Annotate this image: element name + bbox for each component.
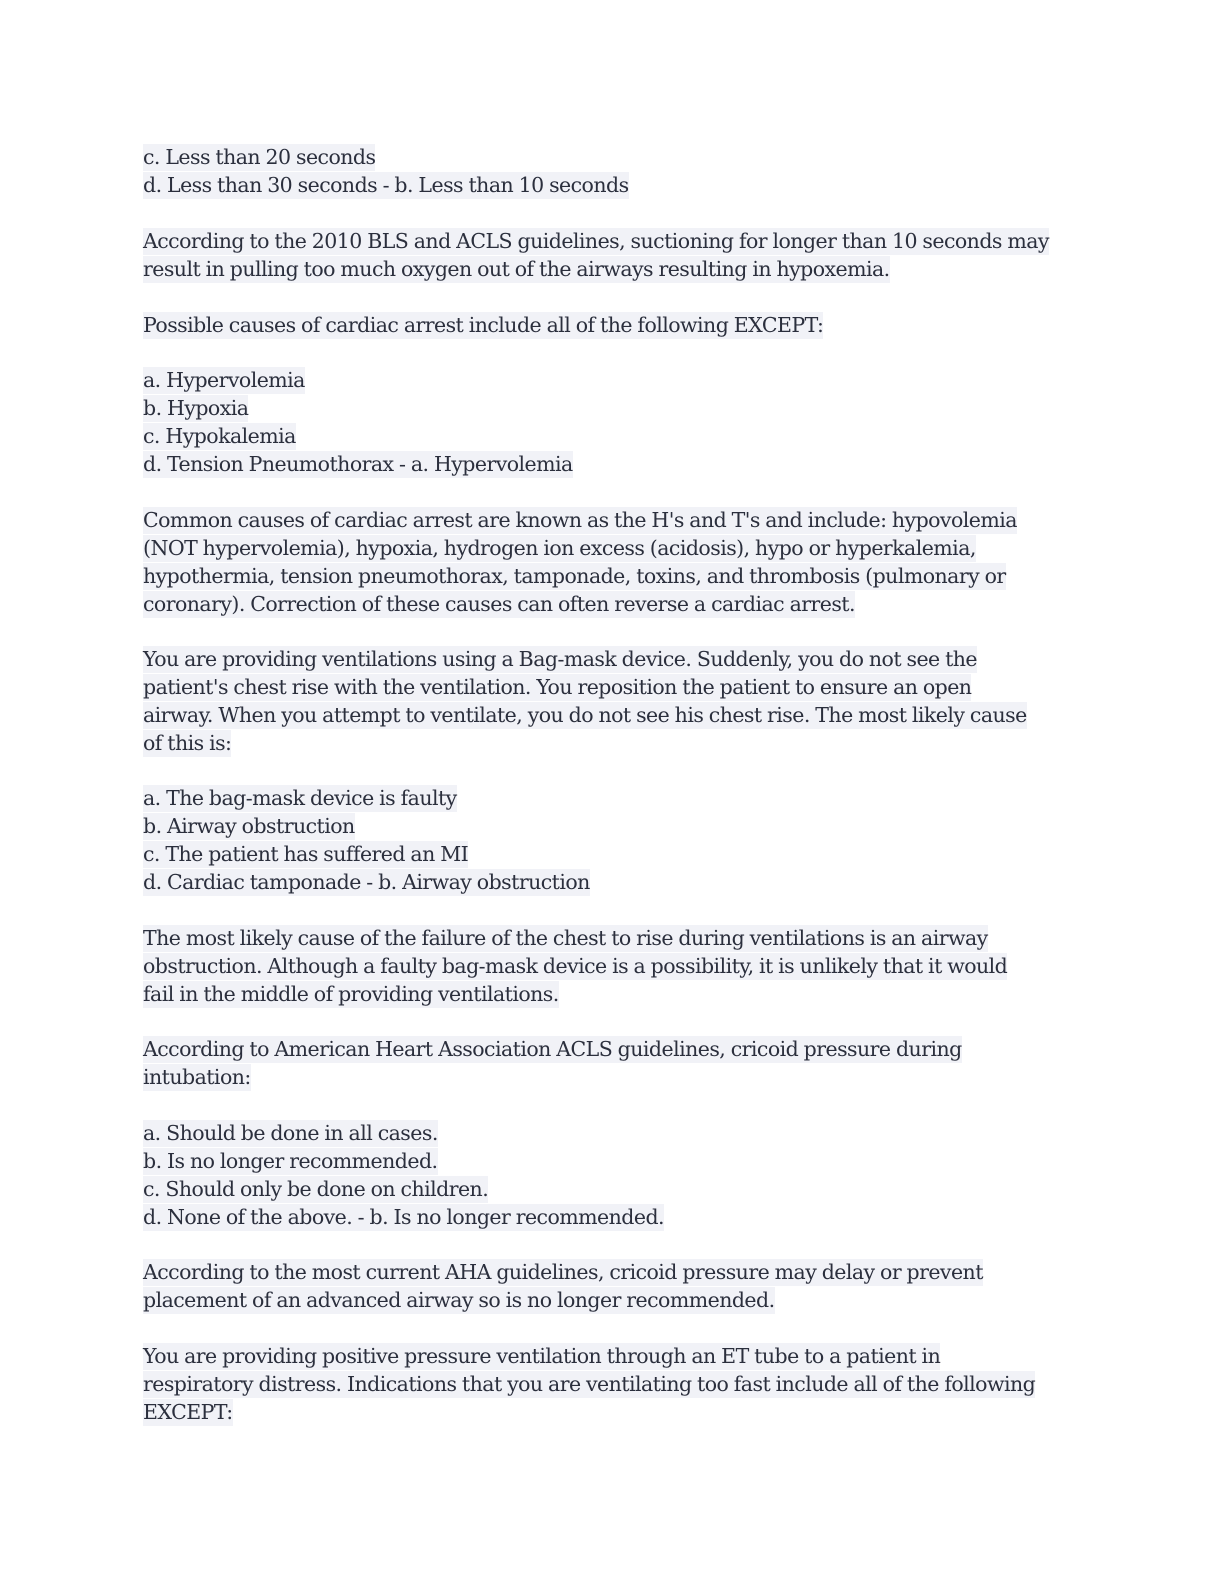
text-line xyxy=(143,227,1049,255)
line-text: c. The patient has suffered an MI xyxy=(143,842,469,866)
line-text: a. Should be done in all cases. xyxy=(143,1121,438,1145)
line-text: c. Should only be done on children. xyxy=(143,1177,489,1201)
line-text: of this is: xyxy=(143,731,232,755)
line-text: According to American Heart Association ACLS guidelines, cricoid pressure during xyxy=(143,1037,962,1061)
text-line xyxy=(143,1147,438,1175)
text-line xyxy=(143,1063,251,1091)
text-line xyxy=(143,980,559,1008)
line-text: hypothermia, tension pneumothorax, tamponade, toxins, and thrombosis (pulmonary or xyxy=(143,564,1006,588)
line-text: d. Less than 30 seconds - b. Less than 10 seconds xyxy=(143,173,629,197)
line-text: placement of an advanced airway so is no longer recommended. xyxy=(143,1288,775,1312)
text-line xyxy=(143,422,296,450)
text-line xyxy=(143,1286,775,1314)
line-text: respiratory distress. Indications that you are ventilating too fast include all of the following xyxy=(143,1372,1036,1396)
text-line xyxy=(143,1258,983,1286)
text-line xyxy=(143,562,1006,590)
line-text: You are providing positive pressure ventilation through an ET tube to a patient in xyxy=(143,1344,941,1368)
text-line xyxy=(143,812,355,840)
text-line xyxy=(143,729,231,757)
text-line xyxy=(143,1119,438,1147)
text-line xyxy=(143,255,890,283)
text-line xyxy=(143,143,375,171)
text-line xyxy=(143,590,855,618)
text-line xyxy=(143,366,305,394)
line-text: a. Hypervolemia xyxy=(143,368,305,392)
line-text: Common causes of cardiac arrest are known as the H's and T's and include: hypovolemia xyxy=(143,508,1017,532)
text-line xyxy=(143,534,976,562)
line-text: airway. When you attempt to ventilate, you do not see his chest rise. The most likely cause xyxy=(143,703,1027,727)
line-text: fail in the middle of providing ventilations. xyxy=(143,982,559,1006)
line-text: result in pulling too much oxygen out of the airways resulting in hypoxemia. xyxy=(143,257,890,281)
line-text: The most likely cause of the failure of the chest to rise during ventilations is an airway xyxy=(143,926,988,950)
line-text: patient's chest rise with the ventilation. You reposition the patient to ensure an open xyxy=(143,675,972,699)
line-text: intubation: xyxy=(143,1065,251,1089)
line-text: Possible causes of cardiac arrest include all of the following EXCEPT: xyxy=(143,313,824,337)
text-line xyxy=(143,645,977,673)
line-text: b. Is no longer recommended. xyxy=(143,1149,438,1173)
line-text: d. Cardiac tamponade - b. Airway obstruction xyxy=(143,870,590,894)
text-line xyxy=(143,1175,488,1203)
text-line xyxy=(143,924,988,952)
text-line xyxy=(143,952,1007,980)
line-text: b. Hypoxia xyxy=(143,396,249,420)
line-text: EXCEPT: xyxy=(143,1400,233,1424)
text-line xyxy=(143,1342,940,1370)
line-text: b. Airway obstruction xyxy=(143,814,355,838)
text-line xyxy=(143,1398,233,1426)
text-line xyxy=(143,450,573,478)
text-line xyxy=(143,701,1027,729)
text-line xyxy=(143,1203,664,1231)
text-line xyxy=(143,506,1017,534)
line-text: According to the most current AHA guidelines, cricoid pressure may delay or prevent xyxy=(143,1260,983,1284)
line-text: d. Tension Pneumothorax - a. Hypervolemia xyxy=(143,452,573,476)
line-text: You are providing ventilations using a Bag-mask device. Suddenly, you do not see the xyxy=(143,647,977,671)
text-line xyxy=(143,673,971,701)
line-text: (NOT hypervolemia), hypoxia, hydrogen ion excess (acidosis), hypo or hyperkalemia, xyxy=(143,536,976,560)
line-text: c. Hypokalemia xyxy=(143,424,296,448)
text-line xyxy=(143,868,590,896)
text-line xyxy=(143,840,468,868)
text-line xyxy=(143,394,248,422)
text-line xyxy=(143,1035,962,1063)
text-line xyxy=(143,784,457,812)
line-text: According to the 2010 BLS and ACLS guidelines, suctioning for longer than 10 seconds may xyxy=(143,229,1049,253)
line-text: a. The bag-mask device is faulty xyxy=(143,786,457,810)
line-text: coronary). Correction of these causes can often reverse a cardiac arrest. xyxy=(143,592,855,616)
text-line xyxy=(143,311,823,339)
line-text: d. None of the above. - b. Is no longer recommended. xyxy=(143,1205,664,1229)
text-line xyxy=(143,1370,1035,1398)
line-text: obstruction. Although a faulty bag-mask device is a possibility, it is unlikely that it would xyxy=(143,954,1008,978)
line-text: c. Less than 20 seconds xyxy=(143,145,376,169)
text-line xyxy=(143,171,629,199)
